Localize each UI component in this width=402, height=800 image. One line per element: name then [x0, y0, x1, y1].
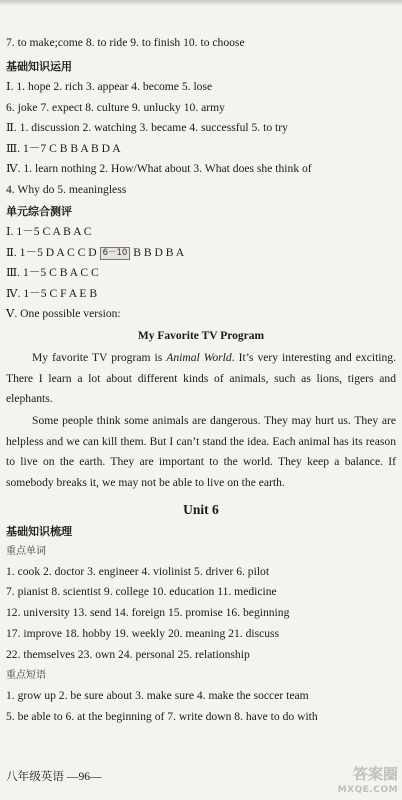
- subsection-heading: 重点单词: [6, 546, 46, 557]
- scan-edge: [0, 0, 402, 6]
- word-line: 17. improve 18. hobby 19. weekly 20. meaning 21. discuss: [6, 627, 280, 640]
- answer-line: Ⅴ. One possible version:: [6, 307, 121, 320]
- answer-line: 7. to make;come 8. to ride 9. to finish 10. to choose: [6, 36, 245, 49]
- section-heading: 基础知识运用: [6, 60, 72, 73]
- answer-text: Ⅱ. 1－5 D A C C D: [6, 246, 97, 259]
- section-heading: 单元综合测评: [6, 205, 72, 218]
- answer-line: Ⅲ. 1－7 C B B A B D A: [6, 142, 121, 155]
- essay-title: My Favorite TV Program: [137, 330, 265, 342]
- word-line: 1. cook 2. doctor 3. engineer 4. violinist 5. driver 6. pilot: [6, 565, 270, 578]
- answer-line: Ⅰ. 1. hope 2. rich 3. appear 4. become 5. lose: [6, 80, 213, 93]
- word-line: 22. themselves 23. own 24. personal 25. relationship: [6, 648, 250, 661]
- word-line: 7. pianist 8. scientist 9. college 10. education 11. medicine: [6, 585, 277, 598]
- page-footer: 八年级英语 —96—: [6, 770, 102, 783]
- phrase-line: 5. be able to 6. at the beginning of 7. write down 8. have to do with: [6, 710, 318, 723]
- word-line: 12. university 13. send 14. foreign 15. promise 16. beginning: [6, 606, 290, 619]
- unit-title: Unit 6: [183, 502, 219, 517]
- essay-paragraph: [6, 348, 396, 410]
- essay-text: My favorite TV program is: [32, 351, 167, 364]
- answer-line: [6, 246, 398, 260]
- answer-line: Ⅱ. 1. discussion 2. watching 3. became 4. successful 5. to try: [6, 121, 288, 134]
- watermark-url: MXQE.COM: [337, 785, 398, 795]
- answer-line: Ⅲ. 1－5 C B A C C: [6, 266, 99, 279]
- phrase-line: 1. grow up 2. be sure about 3. make sure 4. make the soccer team: [6, 689, 309, 702]
- answer-text: B B D B A: [133, 246, 185, 259]
- program-name: Animal World: [166, 351, 232, 364]
- answer-line: Ⅳ. 1－5 C F A E B: [6, 287, 98, 300]
- answer-line: 4. Why do 5. meaningless: [6, 183, 127, 196]
- subsection-heading: 重点短语: [6, 670, 46, 681]
- section-heading: 基础知识梳理: [6, 525, 72, 538]
- answer-line: Ⅳ. 1. learn nothing 2. How/What about 3. What does she think of: [6, 162, 312, 175]
- essay-paragraph: Some people think some animals are dangerous. They may hurt us. They are helpless and we can kill them. But I can’t stand the idea. Each animal has its reason to live on the earth. They are important to the world. They keep a balance. If somebody breaks it, we may not be able to live on the earth.: [6, 414, 396, 489]
- page-stamp: 6－10: [100, 247, 131, 260]
- watermark-logo: 答案圈: [352, 765, 398, 783]
- essay-text: . It’s very interesting and exciting. There I learn a lot about different kinds of animals, such as lions, tigers and elephants.: [6, 351, 397, 405]
- answer-line: Ⅰ. 1－5 C A B A C: [6, 225, 92, 238]
- answer-line: 6. joke 7. expect 8. culture 9. unlucky 10. army: [6, 101, 225, 114]
- site-watermark: [338, 766, 398, 798]
